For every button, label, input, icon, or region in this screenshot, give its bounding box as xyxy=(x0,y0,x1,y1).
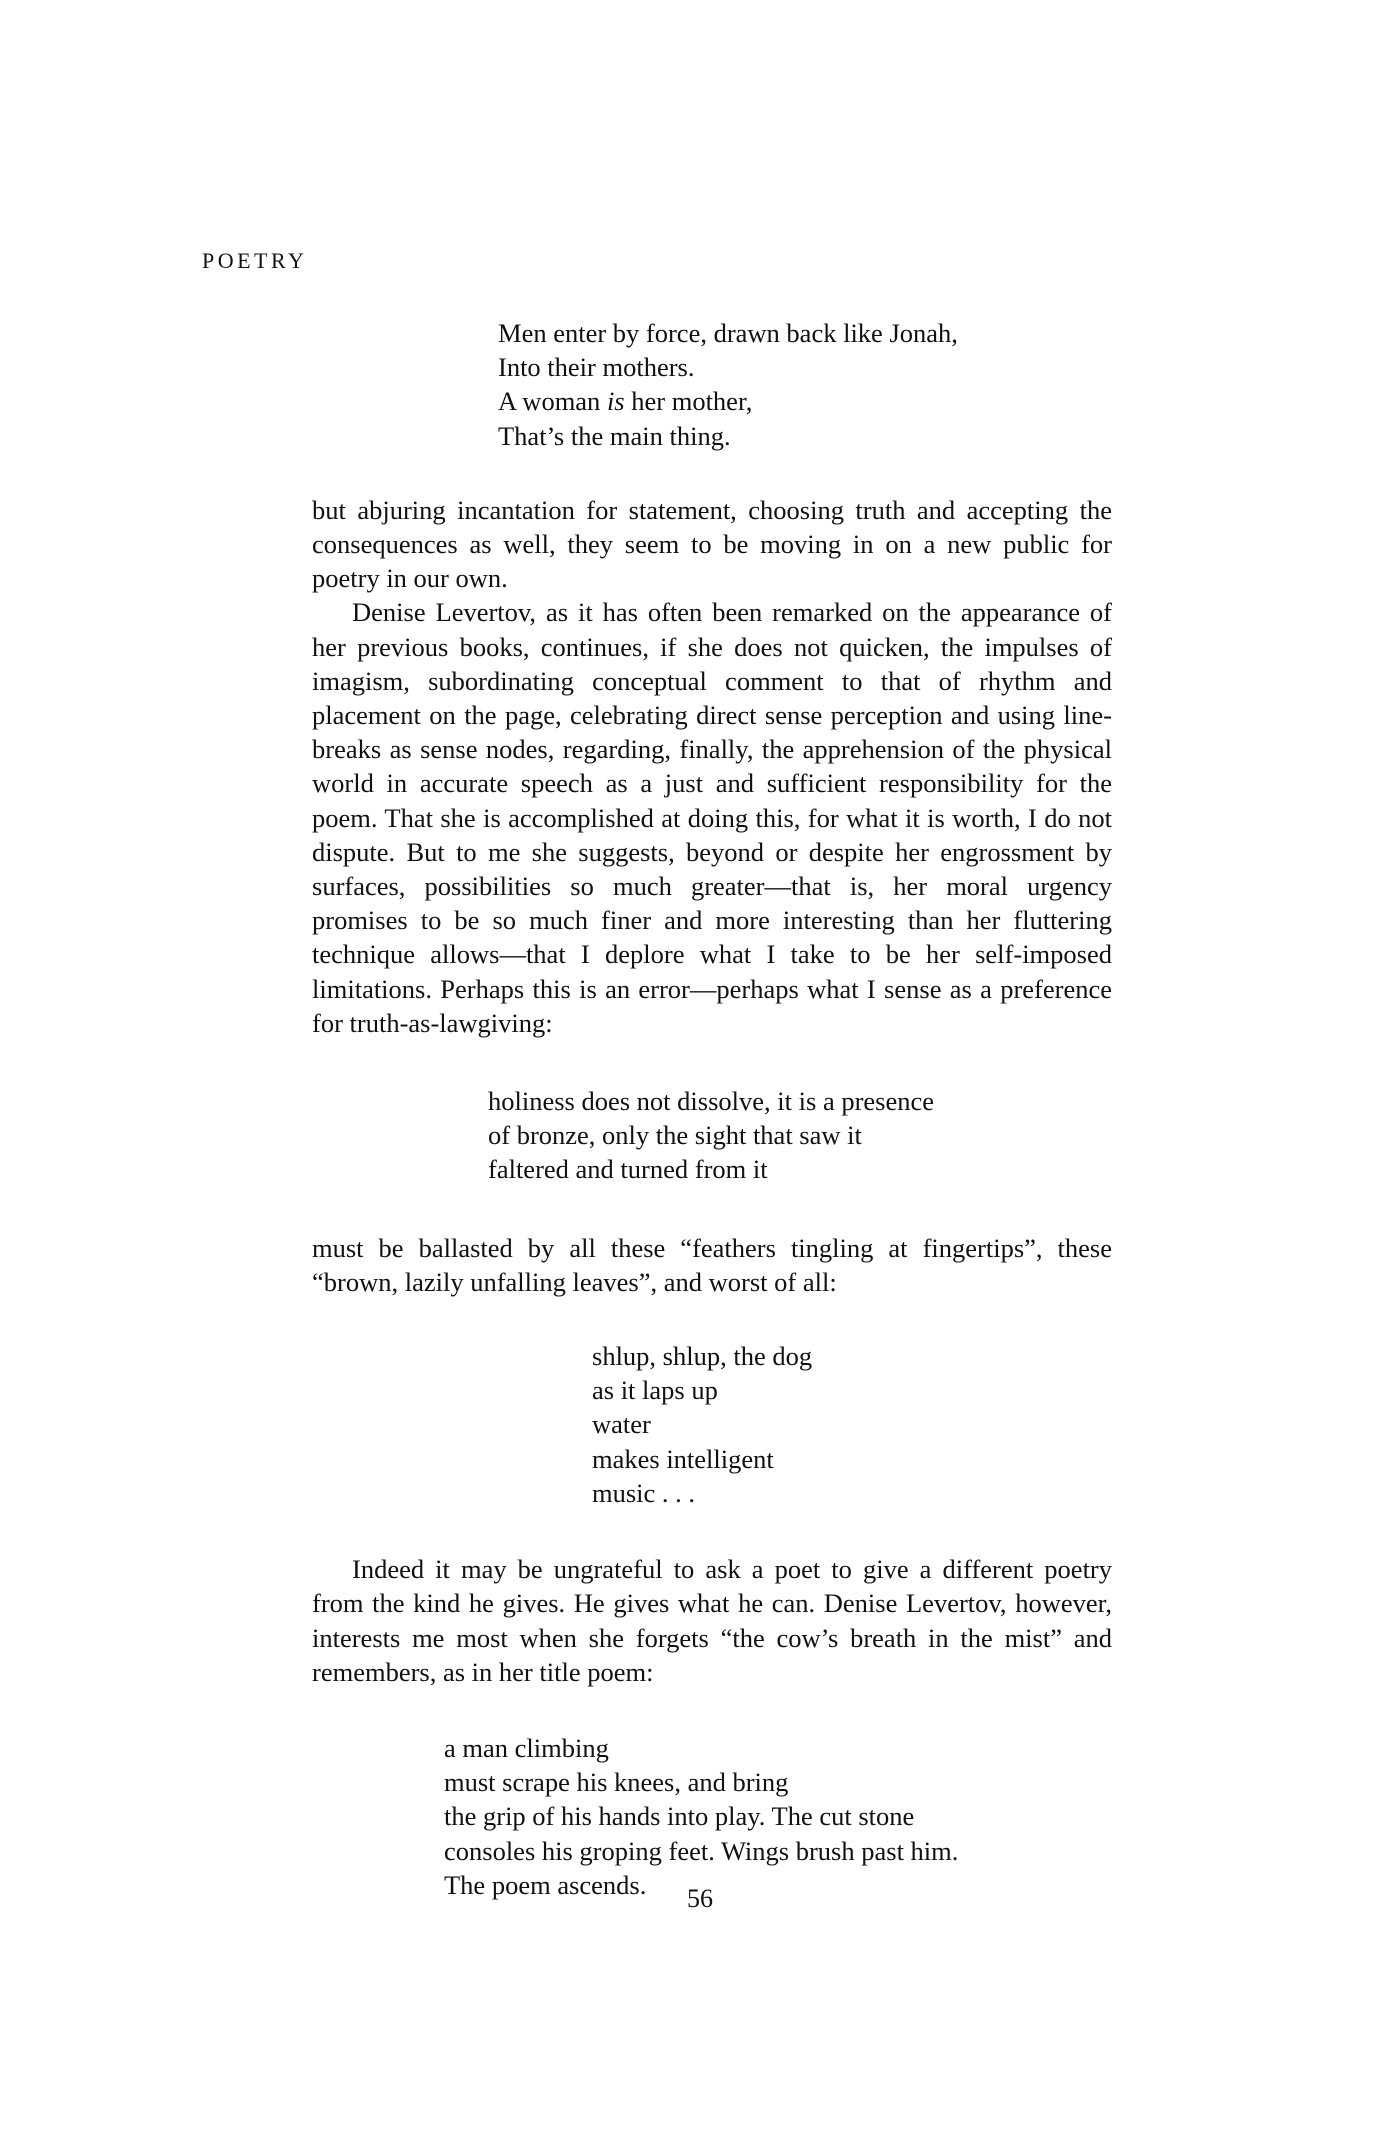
block-quote-4 xyxy=(444,1731,1112,1902)
verse-line: a man climbing xyxy=(444,1732,609,1763)
verse-line: as it laps up xyxy=(592,1375,718,1406)
block-quote-3 xyxy=(592,1339,1112,1510)
verse-line: Into their mothers. xyxy=(498,352,695,383)
block-quote-1 xyxy=(498,316,1112,453)
verse-text: her mother, xyxy=(624,386,753,417)
verse-line: must scrape his knees, and bring xyxy=(444,1767,789,1798)
verse-text: A woman xyxy=(498,386,607,417)
paragraph-4: Indeed it may be ungrateful to ask a poet to give a different poetry from the kind he gives. He gives what he can. Denise Levertov, however, interests me most when she forgets “the cow’s breath in the mist” and remembers, as in her title poem: xyxy=(312,1554,1112,1687)
emphasis: is xyxy=(606,386,625,417)
verse-line: music . . . xyxy=(592,1477,696,1508)
verse-line: holiness does not dissolve, it is a presence xyxy=(488,1086,935,1117)
page-body xyxy=(312,316,1112,1902)
block-quote-2 xyxy=(488,1084,1112,1187)
verse-line: the grip of his hands into play. The cut stone xyxy=(444,1801,915,1832)
running-head: POETRY xyxy=(202,248,308,273)
verse-line: faltered and turned from it xyxy=(488,1154,768,1185)
paragraph-3: must be ballasted by all these “feathers tingling at fingertips”, these “brown, lazily unfalling leaves”, and worst of all: xyxy=(312,1232,1112,1297)
verse-line: consoles his groping feet. Wings brush past him. xyxy=(444,1835,959,1866)
paragraph-2: Denise Levertov, as it has often been remarked on the appearance of her previous books, continues, if she does not quicken, the impulses of imagism, subordinating conceptual comment to that of rhythm and placement on the page, celebrating direct sense perception and using line-breaks as sense nodes, regarding, finally, the apprehension of the physical world in accurate speech as a just and sufficient responsibility for the poem. That she is accomplished at doing this, for what it is worth, I do not dispute. But to me she suggests, beyond or despite her engrossment by surfaces, possibilities so much greater—that is, her moral urgency promises to be so much finer and more interesting than her fluttering technique allows—that I deplore what I take to be her self-imposed limitations. Perhaps this is an error—perhaps what I sense as a preference for truth-as-lawgiving: xyxy=(312,597,1112,1038)
verse-line: water xyxy=(592,1409,651,1440)
paragraph-1: but abjuring incantation for statement, choosing truth and accepting the consequences as well, they seem to be moving in on a new public for poetry in our own. xyxy=(312,494,1112,594)
page-number: 56 xyxy=(687,1884,713,1913)
verse-line: Men enter by force, drawn back like Jonah, xyxy=(498,318,958,348)
verse-line: The poem ascends. xyxy=(444,1869,647,1900)
verse-line: That’s the main thing. xyxy=(498,420,731,451)
verse-line xyxy=(498,384,1112,418)
verse-line: of bronze, only the sight that saw it xyxy=(488,1120,862,1151)
verse-line: makes intelligent xyxy=(592,1443,774,1474)
verse-line: shlup, shlup, the dog xyxy=(592,1341,813,1372)
